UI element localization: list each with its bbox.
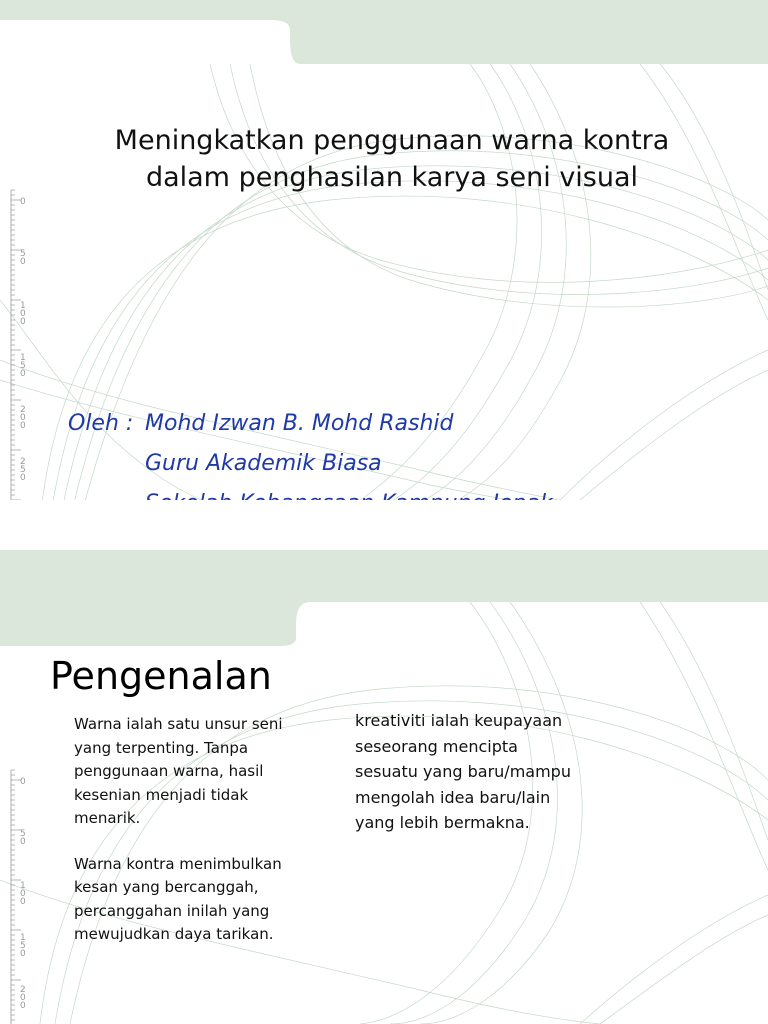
header-band xyxy=(0,0,768,64)
right-column: kreativiti ialah keupayaan seseorang mencipta sesuatu yang baru/mampu mengolah idea baru/lain yang lebih bermakna. xyxy=(355,711,571,832)
ruler-tick-label: 1 xyxy=(20,933,26,943)
ruler-tick-label: 0 xyxy=(20,777,26,787)
vertical-ruler xyxy=(9,190,29,500)
ruler-tick-label: 0 xyxy=(20,369,26,379)
ruler-tick-label: 2 xyxy=(20,985,26,995)
ruler-tick-label: 0 xyxy=(20,897,26,907)
slide-title: Pengenalan xyxy=(50,654,272,698)
intro-slide xyxy=(0,550,768,1024)
header-band xyxy=(0,550,768,646)
ruler-tick-label: 0 xyxy=(20,889,26,899)
ruler-tick-label: 0 xyxy=(20,1001,26,1011)
left-paragraph-2: Warna kontra menimbulkan kesan yang bercanggah, percanggahan inilah yang mewujudkan daya tarikan. xyxy=(74,854,282,943)
ruler-tick-label: 0 xyxy=(20,257,26,267)
ruler-tick-label: 5 xyxy=(20,941,26,951)
title-slide xyxy=(0,0,768,500)
ruler-tick-label: 0 xyxy=(20,413,26,423)
ruler-tick-label: 0 xyxy=(20,421,26,431)
ruler-tick-label: 2 xyxy=(20,457,26,467)
left-paragraph-1: Warna ialah satu unsur seni yang terpenting. Tanpa penggunaan warna, hasil kesenian menjadi tidak menarik. xyxy=(74,715,283,827)
slide-title xyxy=(60,122,724,196)
ruler-tick-label: 5 xyxy=(20,465,26,475)
ruler-tick-label: 0 xyxy=(20,309,26,319)
author-role: Guru Akademik Biasa xyxy=(145,451,382,476)
ruler-tick-label: 0 xyxy=(20,993,26,1003)
author-label: Oleh : xyxy=(68,411,134,436)
ruler-tick-label: 0 xyxy=(20,197,26,207)
ruler-tick-label: 0 xyxy=(20,473,26,483)
ruler-tick-label: 2 xyxy=(20,405,26,415)
ruler-tick-label: 0 xyxy=(20,837,26,847)
ruler-tick-label: 0 xyxy=(20,949,26,959)
title-line-1: Meningkatkan penggunaan warna kontra xyxy=(114,125,670,156)
title-line-2: dalam penghasilan karya seni visual xyxy=(145,162,639,193)
ruler-tick-label: 5 xyxy=(20,361,26,371)
ruler-tick-label: 1 xyxy=(20,301,26,311)
ruler-tick-label: 5 xyxy=(20,249,26,259)
ruler-tick-label: 0 xyxy=(20,317,26,327)
ruler-tick-label: 1 xyxy=(20,881,26,891)
author-name: Mohd Izwan B. Mohd Rashid xyxy=(145,411,454,436)
left-column xyxy=(74,713,294,947)
vertical-ruler xyxy=(9,770,29,1024)
ruler-tick-label: 5 xyxy=(20,829,26,839)
slide-gap xyxy=(0,500,768,550)
ruler-tick-label: 1 xyxy=(20,353,26,363)
